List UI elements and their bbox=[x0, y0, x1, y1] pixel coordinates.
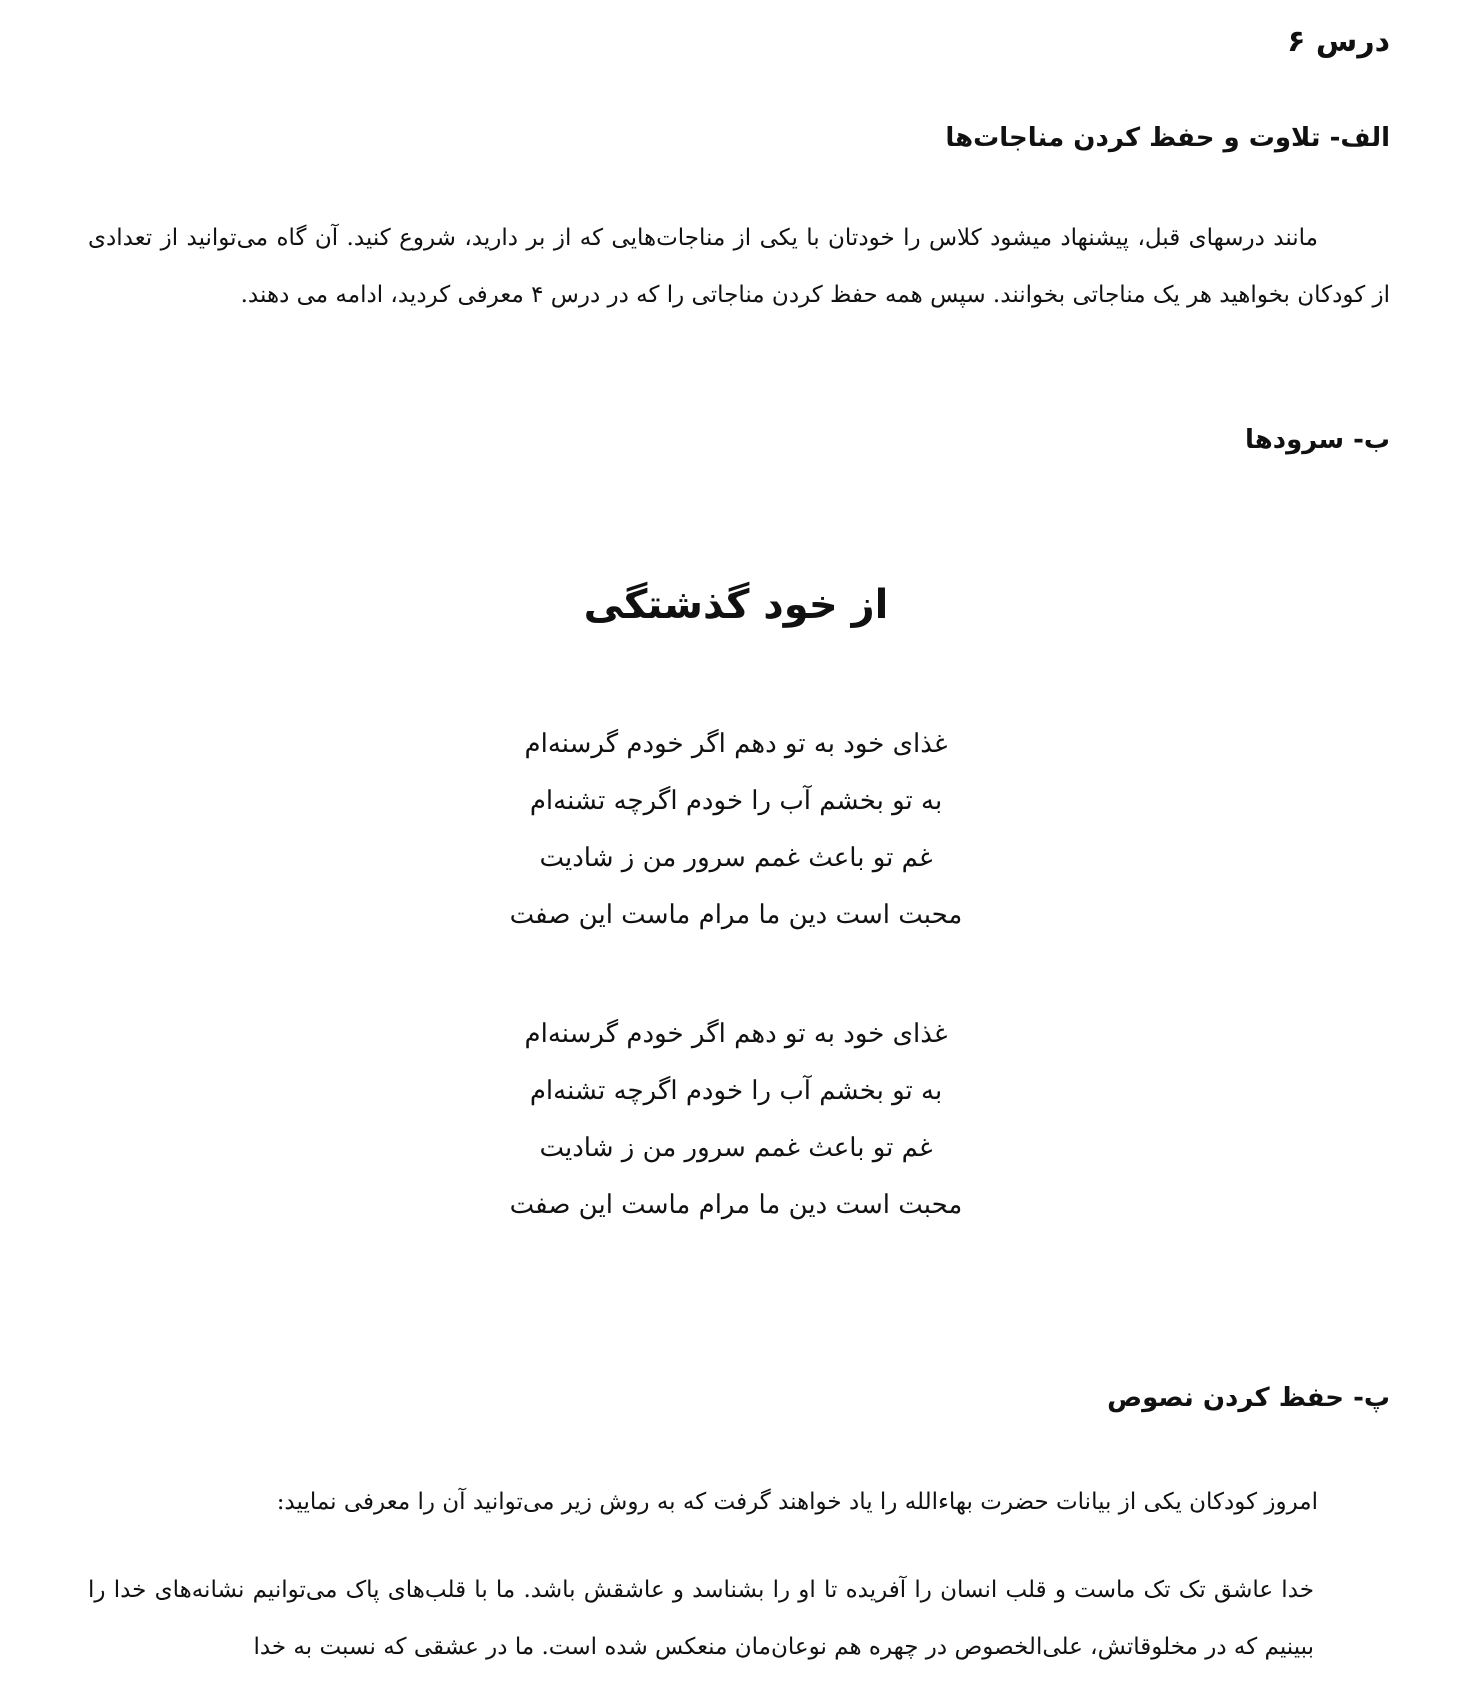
section-p-heading: پ- حفظ کردن نصوص bbox=[1107, 1383, 1390, 1413]
song-line: غم تو باعث غمم سرور من ز شادیت bbox=[539, 1133, 933, 1163]
song-line: غم تو باعث غمم سرور من ز شادیت bbox=[539, 843, 933, 873]
section-b-heading: ب- سرودها bbox=[1244, 425, 1390, 455]
song-stanza bbox=[0, 1006, 1472, 1234]
song-line: محبت است دین ما مرام ماست این صفت bbox=[509, 1190, 963, 1220]
section-p-paragraph: خدا عاشق تک تک ماست و قلب انسان را آفریده تا او را بشناسد و عاشقش باشد. ما با قلب‌های پاک می‌توانیم نشانه‌های خدا را ببینیم که در مخلوقاتش، علی‌الخصوص در چهره هم نوعان‌مان منعکس شده است. ما در عشقی که نسبت به خدا bbox=[88, 1577, 1314, 1660]
song-line: به تو بخشم آب را خودم اگرچه تشنه‌ام bbox=[529, 786, 943, 816]
lesson-title: درس ۶ bbox=[1287, 24, 1390, 59]
song-title: از خود گذشتگی bbox=[583, 582, 889, 628]
section-p-intro: امروز کودکان یکی از بیانات حضرت بهاءالله را یاد خواهند گرفت که به روش زیر می‌توانید آن را معرفی نمایید: bbox=[276, 1489, 1318, 1515]
song-stanza bbox=[0, 716, 1472, 944]
song-line: به تو بخشم آب را خودم اگرچه تشنه‌ام bbox=[529, 1076, 943, 1106]
song-line: غذای خود به تو دهم اگر خودم گرسنه‌ام bbox=[524, 729, 948, 759]
section-a-heading: الف- تلاوت و حفظ کردن مناجات‌ها bbox=[945, 123, 1390, 153]
song-line: غذای خود به تو دهم اگر خودم گرسنه‌ام bbox=[524, 1019, 948, 1049]
section-a-paragraph: مانند درسهای قبل، پیشنهاد میشود کلاس را خودتان با یکی از مناجات‌هایی که از بر دارید، شروع کنید. آن گاه می‌توانید از تعدادی از کودکان بخواهید هر یک مناجاتی بخوانند. سپس همه حفظ کردن مناجاتی را که در درس ۴ معرفی کردید، ادامه می دهند. bbox=[88, 225, 1390, 308]
song-line: محبت است دین ما مرام ماست این صفت bbox=[509, 900, 963, 930]
